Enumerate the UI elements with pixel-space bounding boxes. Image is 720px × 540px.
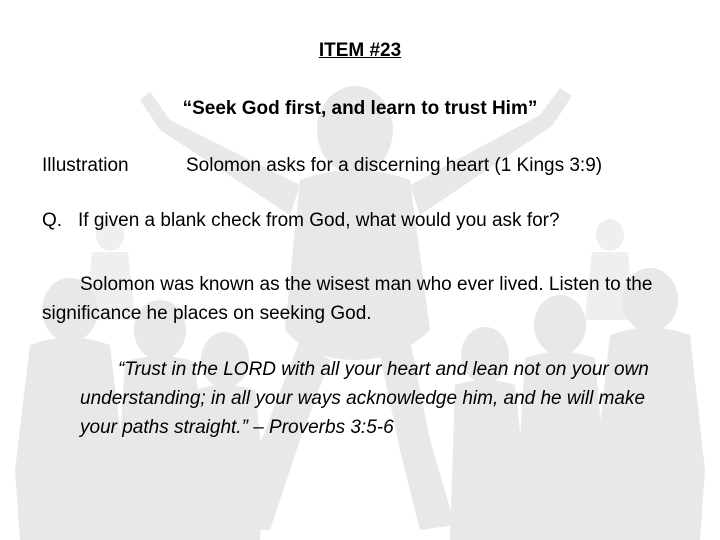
- slide-title: ITEM #23: [318, 40, 402, 61]
- illustration-text: Solomon asks for a discerning heart (1 Kings 3:9): [186, 155, 603, 176]
- question-text: If given a blank check from God, what would you ask for?: [78, 210, 560, 231]
- illustration-label: Illustration: [42, 155, 129, 176]
- question: [42, 210, 560, 232]
- body-paragraph: Solomon was known as the wisest man who ever lived. Listen to the significance he places on seeking God.: [42, 274, 653, 324]
- scripture-quote: “Trust in the LORD with all your heart and lean not on your own understanding; in all your ways acknowledge him, and he will make your paths straight.” – Proverbs 3:5-6: [80, 359, 649, 438]
- question-prefix: Q.: [42, 210, 63, 231]
- slide-subtitle: “Seek God first, and learn to trust Him”: [182, 98, 538, 119]
